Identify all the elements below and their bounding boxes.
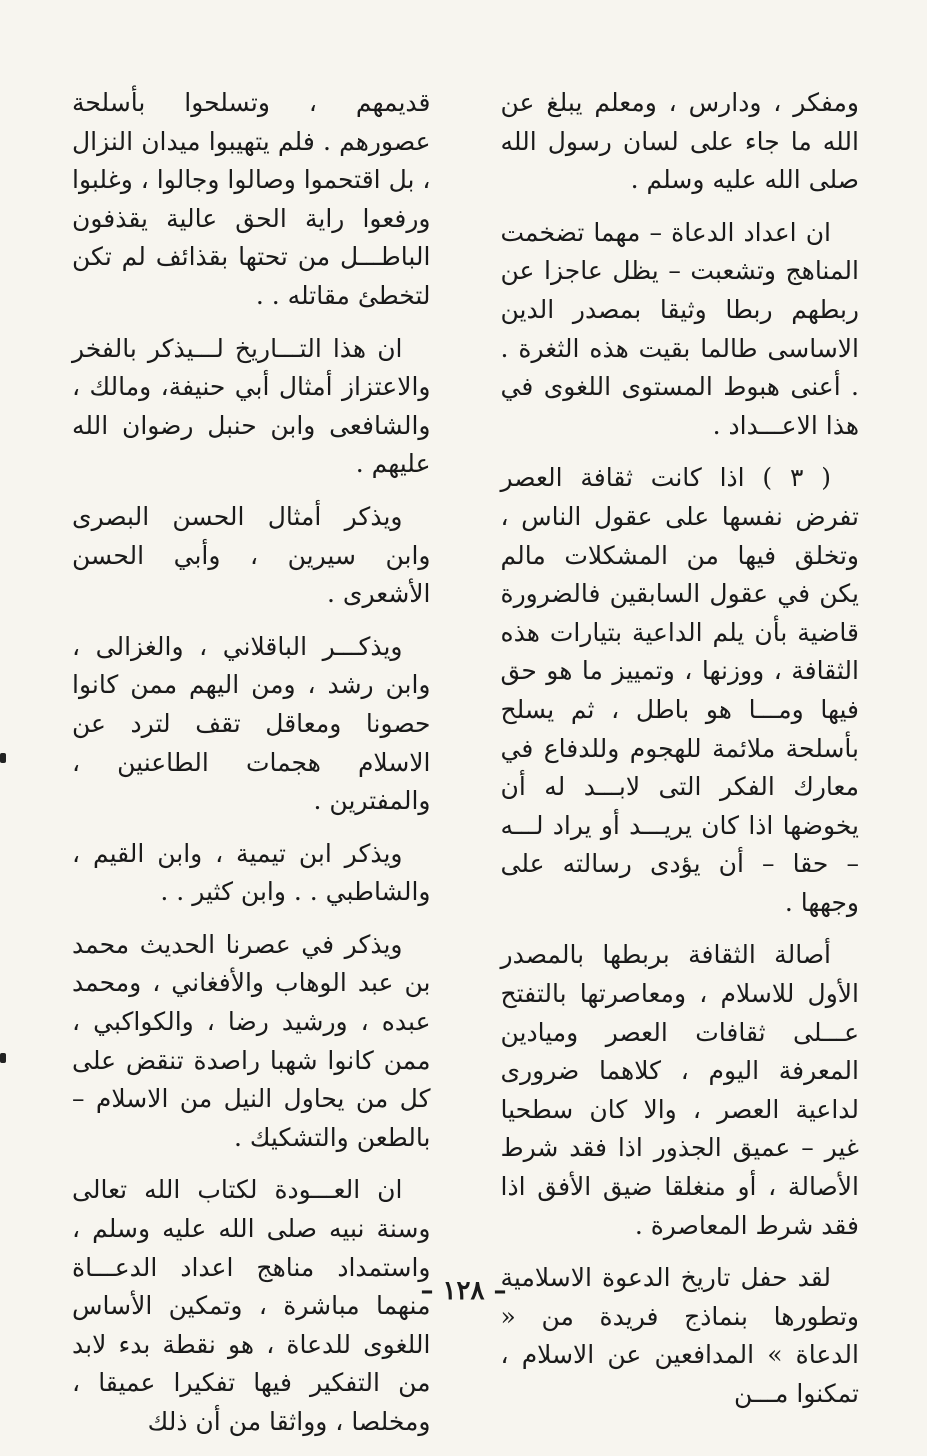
paragraph: ان العـــودة لكتاب الله تعالى وسنة نبيه صلى الله عليه وسلم ، واستمداد مناهج اعداد الدعـــاة منهما مباشرة ، وتمكين الأساس اللغوى للدعاة ، هو نقطة بدء لابد من التفكير فيها تفكيرا عميقا ، ومخلصا ، وواثقا من أن ذلك bbox=[72, 1175, 431, 1436]
paragraph: ( ٣ ) اذا كانت ثقافة العصر تفرض نفسها على عقول الناس ، وتخلق فيها من المشكلات مالم يكن في عقول السابقين فالضرورة قاضية بأن يلم الداعية بتيارات هذه الثقافة ، ووزنها ، وتمييز ما هو حق فيها ومـــا هو باطل ، ثم يسلح بأسلحة ملائمة للهجوم وللدفاع في معارك الفكر التى لابـــد له أن يخوضها اذا كان يريـــد أو يراد لـــه – حقا – أن يؤدى رسالته على وجهها . bbox=[500, 463, 859, 917]
paragraph: ويذكر ابن تيمية ، وابن القيم ، والشاطبي . . وابن كثير . . bbox=[72, 838, 431, 907]
right-column bbox=[501, 84, 860, 1456]
left-column bbox=[72, 84, 431, 1456]
paragraph: لقد حفل تاريخ الدعوة الاسلامية وتطورها بنماذج فريدة من « الدعاة » المدافعين عن الاسلام ، تمكنوا مـــن bbox=[500, 1263, 859, 1408]
margin-mark bbox=[0, 1053, 6, 1063]
paragraph: أصالة الثقافة بربطها بالمصدر الأول للاسلام ، ومعاصرتها بالتفتح عـــلى ثقافات العصر وميادين المعرفة اليوم ، كلاهما ضرورى لداعية العصر ، والا كان سطحيا غير – عميق الجذور اذا فقد شرط الأصالة ، أو منغلقا ضيق الأفق اذا فقد شرط المعاصرة . bbox=[500, 940, 859, 1240]
margin-mark bbox=[0, 753, 6, 763]
paragraph: ان اعداد الدعاة – مهما تضخمت المناهج وتشعبت – يظل عاجزا عن ربطهم ربطا وثيقا بمصدر الدين الاساسى طالما بقيت هذه الثغرة . . أعنى هبوط المستوى اللغوى في هذا الاعـــداد . bbox=[500, 217, 859, 440]
paragraph: قديمهم ، وتسلحوا بأسلحة عصورهم . فلم يتهيبوا ميدان النزال ، بل اقتحموا وصالوا وجالوا ، وغلبوا ورفعوا راية الحق عالية يقذفون الباطـــل من تحتها بقذائف لم تكن لتخطئ مقاتله . . bbox=[72, 88, 431, 310]
paragraph: ومفكر ، ودارس ، ومعلم يبلغ عن الله ما جاء على لسان رسول الله صلى الله عليه وسلم . bbox=[500, 88, 859, 195]
paragraph: ويذكر أمثال الحسن البصرى وابن سيرين ، وأبي الحسن الأشعرى . bbox=[72, 501, 431, 609]
paragraph: ويذكر في عصرنا الحديث محمد بن عبد الوهاب والأفغاني ، ومحمد عبده ، ورشيد رضا ، والكواكبي ، ممن كانوا شهبا راصدة تنقض على كل من يحاول النيل من الاسلام – بالطعن والتشكيك . bbox=[72, 929, 431, 1152]
paragraph: ان هذا التـــاريخ لـــيذكر بالفخر والاعتزاز أمثال أبي حنيفة، ومالك ، والشافعى وابن حنبل رضوان الله عليهم . bbox=[72, 333, 431, 479]
paragraph: ويذكـــر الباقلاني ، والغزالى ، وابن رشد ، ومن اليهم ممن كانوا حصونا ومعاقل تقف لترد عن الاسلام هجمات الطاعنين ، والمفترين . bbox=[72, 631, 431, 816]
page-number: – ١٢٨ – bbox=[420, 1276, 507, 1306]
text-columns bbox=[72, 84, 859, 1456]
